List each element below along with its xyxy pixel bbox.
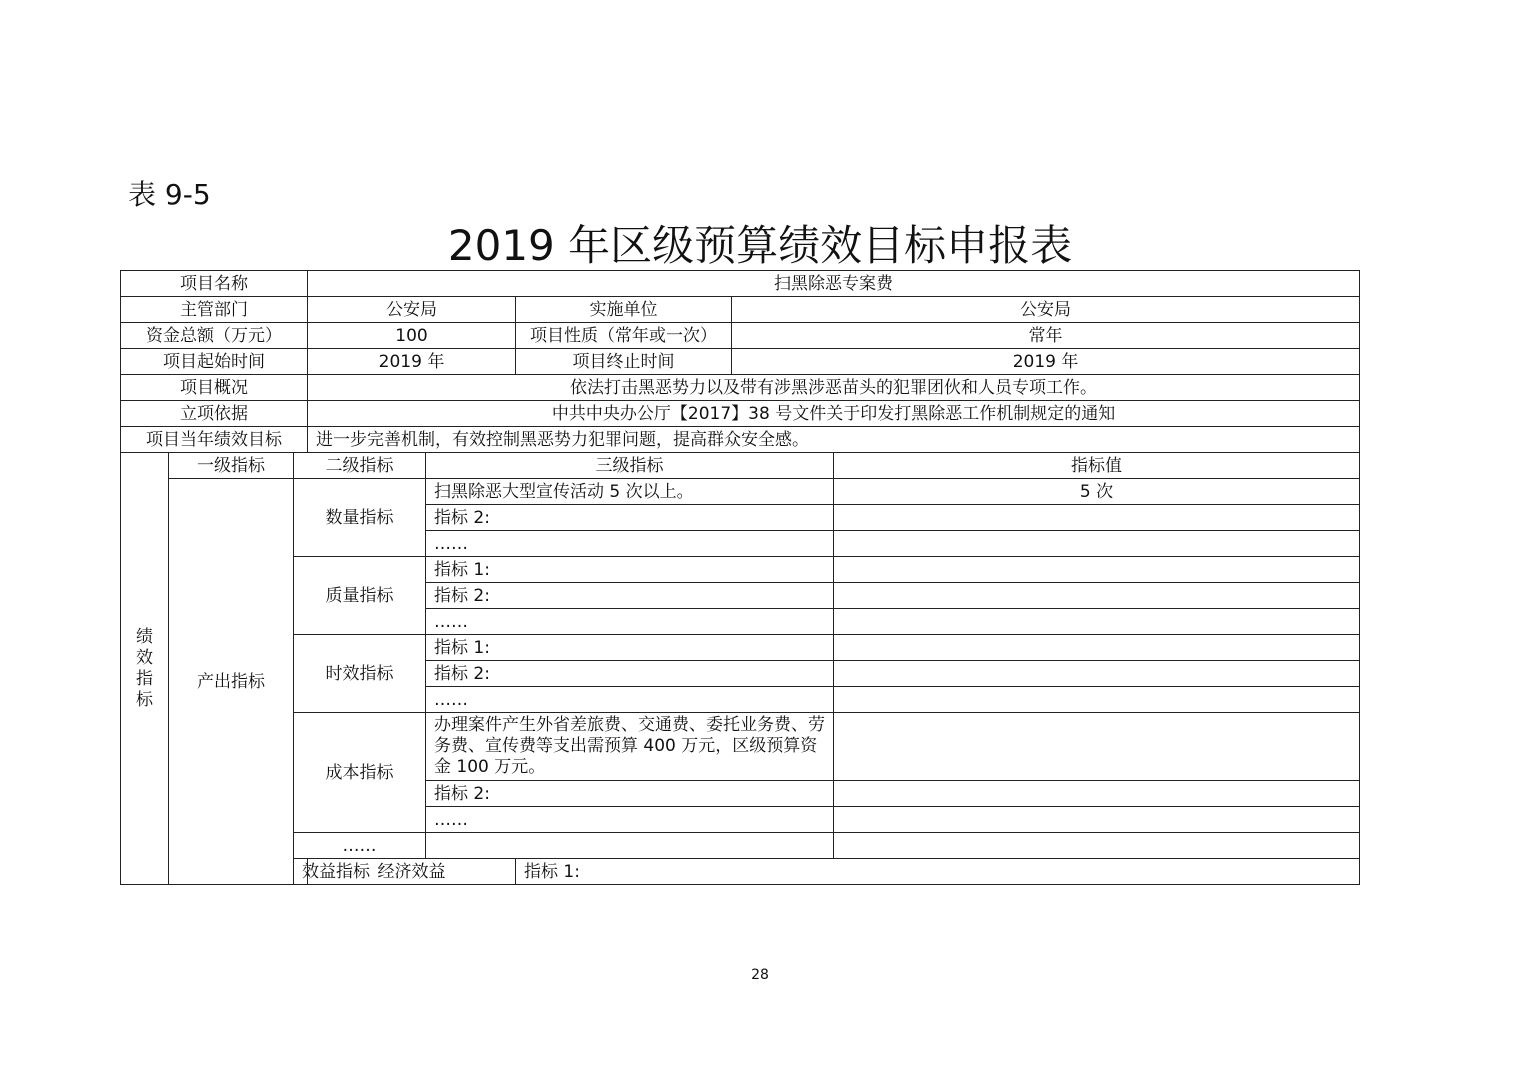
indicator-section-text: 绩效指标 [136, 626, 153, 710]
indicator-value [834, 557, 1360, 583]
indicator-value [834, 661, 1360, 687]
indicator-text: …… [426, 807, 834, 833]
indicator-value [834, 583, 1360, 609]
table-row [121, 557, 1360, 583]
indicator-value [834, 609, 1360, 635]
nature-value: 常年 [732, 323, 1360, 349]
row-fund [121, 323, 1360, 349]
table-row [121, 859, 1360, 885]
page-number: 28 [751, 967, 769, 983]
indicator-value [834, 687, 1360, 713]
project-name-value: 扫黑除恶专案费 [308, 271, 1360, 297]
indicator-value [834, 531, 1360, 557]
indicator-text [426, 833, 834, 859]
row-overview [121, 375, 1360, 401]
row-basis [121, 401, 1360, 427]
table-row [121, 479, 1360, 505]
benefit-label: 效益指标 [294, 859, 308, 885]
indicator-value [834, 635, 1360, 661]
header-level1: 一级指标 [169, 453, 294, 479]
indicator-text: 办理案件产生外省差旅费、交通费、委托业务费、劳务费、宣传费等支出需预算 400 万元，区级预算资金 100 万元。 [426, 713, 834, 781]
economic-label: 经济效益 [308, 859, 516, 885]
row-indicator-header [121, 453, 1360, 479]
table-row [121, 713, 1360, 781]
quality-label: 质量指标 [294, 557, 426, 635]
nature-label: 项目性质（常年或一次） [516, 323, 732, 349]
indicator-value [834, 781, 1360, 807]
goal-value: 进一步完善机制，有效控制黑恶势力犯罪问题，提高群众安全感。 [308, 427, 1360, 453]
table-row [121, 833, 1360, 859]
cost-label: 成本指标 [294, 713, 426, 833]
indicator-text: 指标 1: [426, 557, 834, 583]
header-level3: 三级指标 [426, 453, 834, 479]
quantity-label: 数量指标 [294, 479, 426, 557]
indicator-text: 指标 2: [426, 505, 834, 531]
table-row [121, 635, 1360, 661]
impl-value: 公安局 [732, 297, 1360, 323]
indicator-text: …… [426, 609, 834, 635]
indicator-value: 5 次 [834, 479, 1360, 505]
basis-value: 中共中央办公厅【2017】38 号文件关于印发打黑除恶工作机制规定的通知 [308, 401, 1360, 427]
indicator-text: 指标 2: [426, 583, 834, 609]
timeliness-label: 时效指标 [294, 635, 426, 713]
goal-label: 项目当年绩效目标 [121, 427, 308, 453]
fund-value: 100 [308, 323, 516, 349]
overview-label: 项目概况 [121, 375, 308, 401]
indicator-value [834, 833, 1360, 859]
dept-value: 公安局 [308, 297, 516, 323]
row-department [121, 297, 1360, 323]
indicator-text: …… [426, 687, 834, 713]
indicator-section-label [121, 453, 169, 885]
table-number: 表 9-5 [128, 178, 211, 211]
header-level2: 二级指标 [294, 453, 426, 479]
indicator-text: 指标 1: [426, 635, 834, 661]
start-value: 2019 年 [308, 349, 516, 375]
more-label: …… [294, 833, 426, 859]
dept-label: 主管部门 [121, 297, 308, 323]
indicator-value [834, 807, 1360, 833]
budget-performance-table [120, 270, 1360, 885]
row-project-name [121, 271, 1360, 297]
indicator-text: 指标 1: [516, 859, 1360, 885]
indicator-text: 指标 2: [426, 661, 834, 687]
end-label: 项目终止时间 [516, 349, 732, 375]
fund-label: 资金总额（万元） [121, 323, 308, 349]
row-period [121, 349, 1360, 375]
indicator-text: 指标 2: [426, 781, 834, 807]
impl-label: 实施单位 [516, 297, 732, 323]
header-value: 指标值 [834, 453, 1360, 479]
project-name-label: 项目名称 [121, 271, 308, 297]
indicator-value [834, 713, 1360, 781]
basis-label: 立项依据 [121, 401, 308, 427]
end-value: 2019 年 [732, 349, 1360, 375]
overview-value: 依法打击黑恶势力以及带有涉黑涉恶苗头的犯罪团伙和人员专项工作。 [308, 375, 1360, 401]
start-label: 项目起始时间 [121, 349, 308, 375]
output-label: 产出指标 [169, 479, 294, 885]
row-goal [121, 427, 1360, 453]
indicator-text: 扫黑除恶大型宣传活动 5 次以上。 [426, 479, 834, 505]
page-title: 2019 年区级预算绩效目标申报表 [447, 221, 1073, 270]
indicator-text: …… [426, 531, 834, 557]
indicator-value [834, 505, 1360, 531]
